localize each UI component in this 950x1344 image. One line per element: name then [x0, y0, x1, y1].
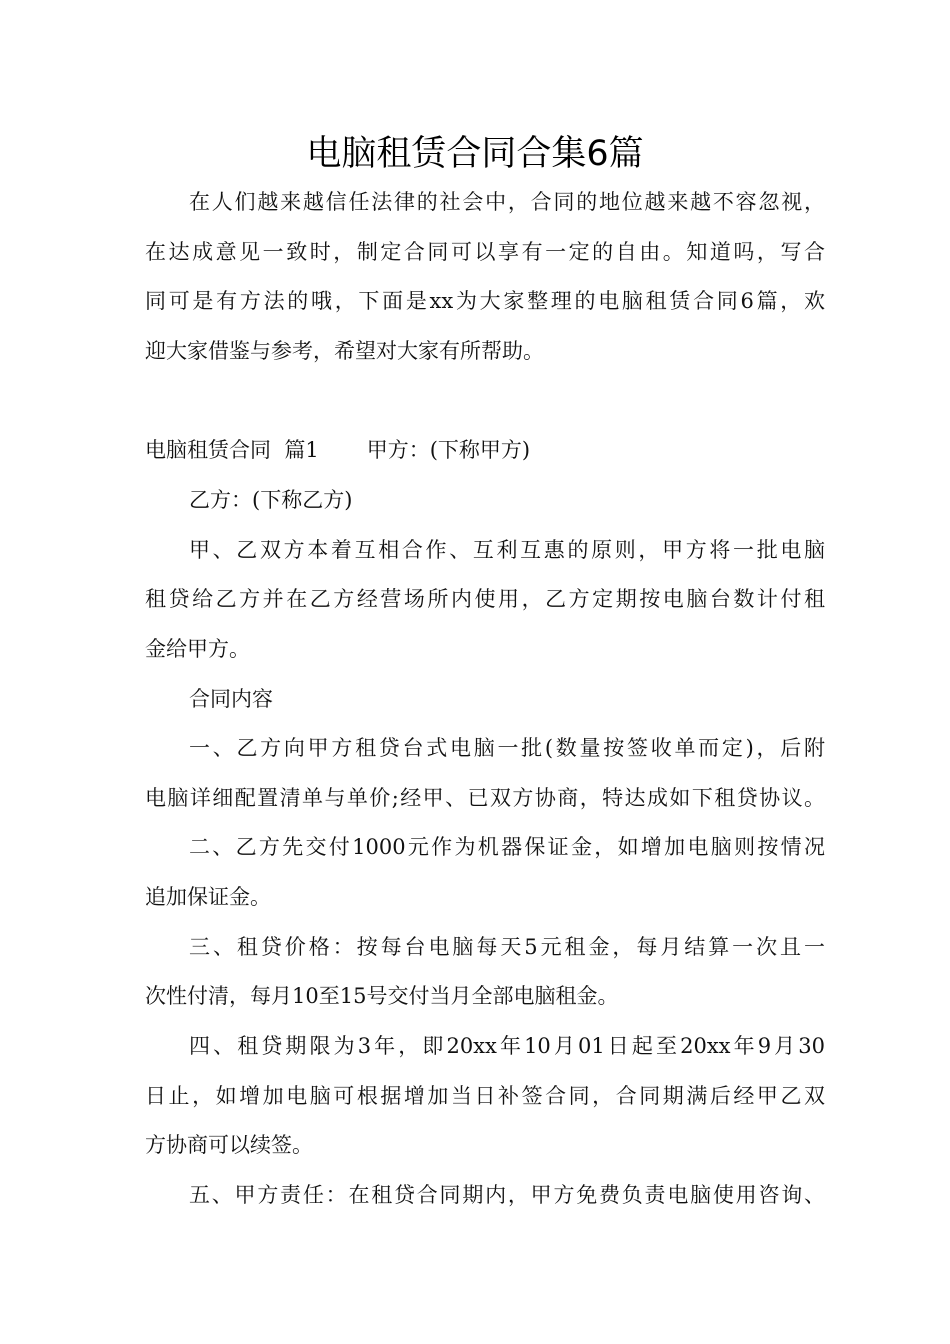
intro-line-4: 迎大家借鉴与参考，希望对大家有所帮助。: [145, 339, 544, 363]
intro-line-2: 在达成意见一致时，制定合同可以享有一定的自由。知道吗，写合: [145, 240, 825, 264]
clause4-line-1: 四、租贷期限为3年，即20xx年10月01日起至20xx年9月30: [189, 1034, 825, 1058]
preamble-line-2: 租贷给乙方并在乙方经营场所内使用，乙方定期按电脑台数计付租: [145, 587, 825, 611]
intro-line-1: 在人们越来越信任法律的社会中，合同的地位越来越不容忽视，: [189, 190, 825, 214]
clause3-line-1: 三、租贷价格：按每台电脑每天5元租金，每月结算一次且一: [189, 935, 825, 959]
party-a-line: 甲方：(下称甲方): [366, 438, 531, 462]
clause1-line-1: 一、乙方向甲方租贷台式电脑一批(数量按签收单而定)，后附: [189, 736, 825, 760]
document-title: 电脑租赁合同合集6篇: [306, 134, 644, 174]
clause3-line-2: 次性付清，每月10至15号交付当月全部电脑租金。: [145, 984, 619, 1008]
section-heading-row: [145, 435, 825, 465]
intro-line-3: 同可是有方法的哦，下面是xx为大家整理的电脑租赁合同6篇，欢: [145, 289, 825, 313]
clause4-line-2: 日止，如增加电脑可根据增加当日补签合同，合同期满后经甲乙双: [145, 1084, 825, 1108]
preamble-line-1: 甲、乙双方本着互相合作、互利互惠的原则，甲方将一批电脑: [189, 538, 825, 562]
clause2-line-2: 追加保证金。: [145, 885, 271, 909]
section-heading: 电脑租赁合同 篇1: [145, 438, 319, 462]
clause5-line-1: 五、甲方责任：在租贷合同期内，甲方免费负责电脑使用咨询、: [189, 1183, 825, 1207]
clause4-line-3: 方协商可以续签。: [145, 1133, 313, 1157]
contents-heading: 合同内容: [189, 687, 273, 711]
clause2-line-1: 二、乙方先交付1000元作为机器保证金，如增加电脑则按情况: [189, 835, 825, 859]
party-b-line: 乙方：(下称乙方): [189, 488, 353, 512]
clause1-line-2: 电脑详细配置清单与单价;经甲、已双方协商，特达成如下租贷协议。: [145, 786, 825, 810]
preamble-line-3: 金给甲方。: [145, 637, 250, 661]
